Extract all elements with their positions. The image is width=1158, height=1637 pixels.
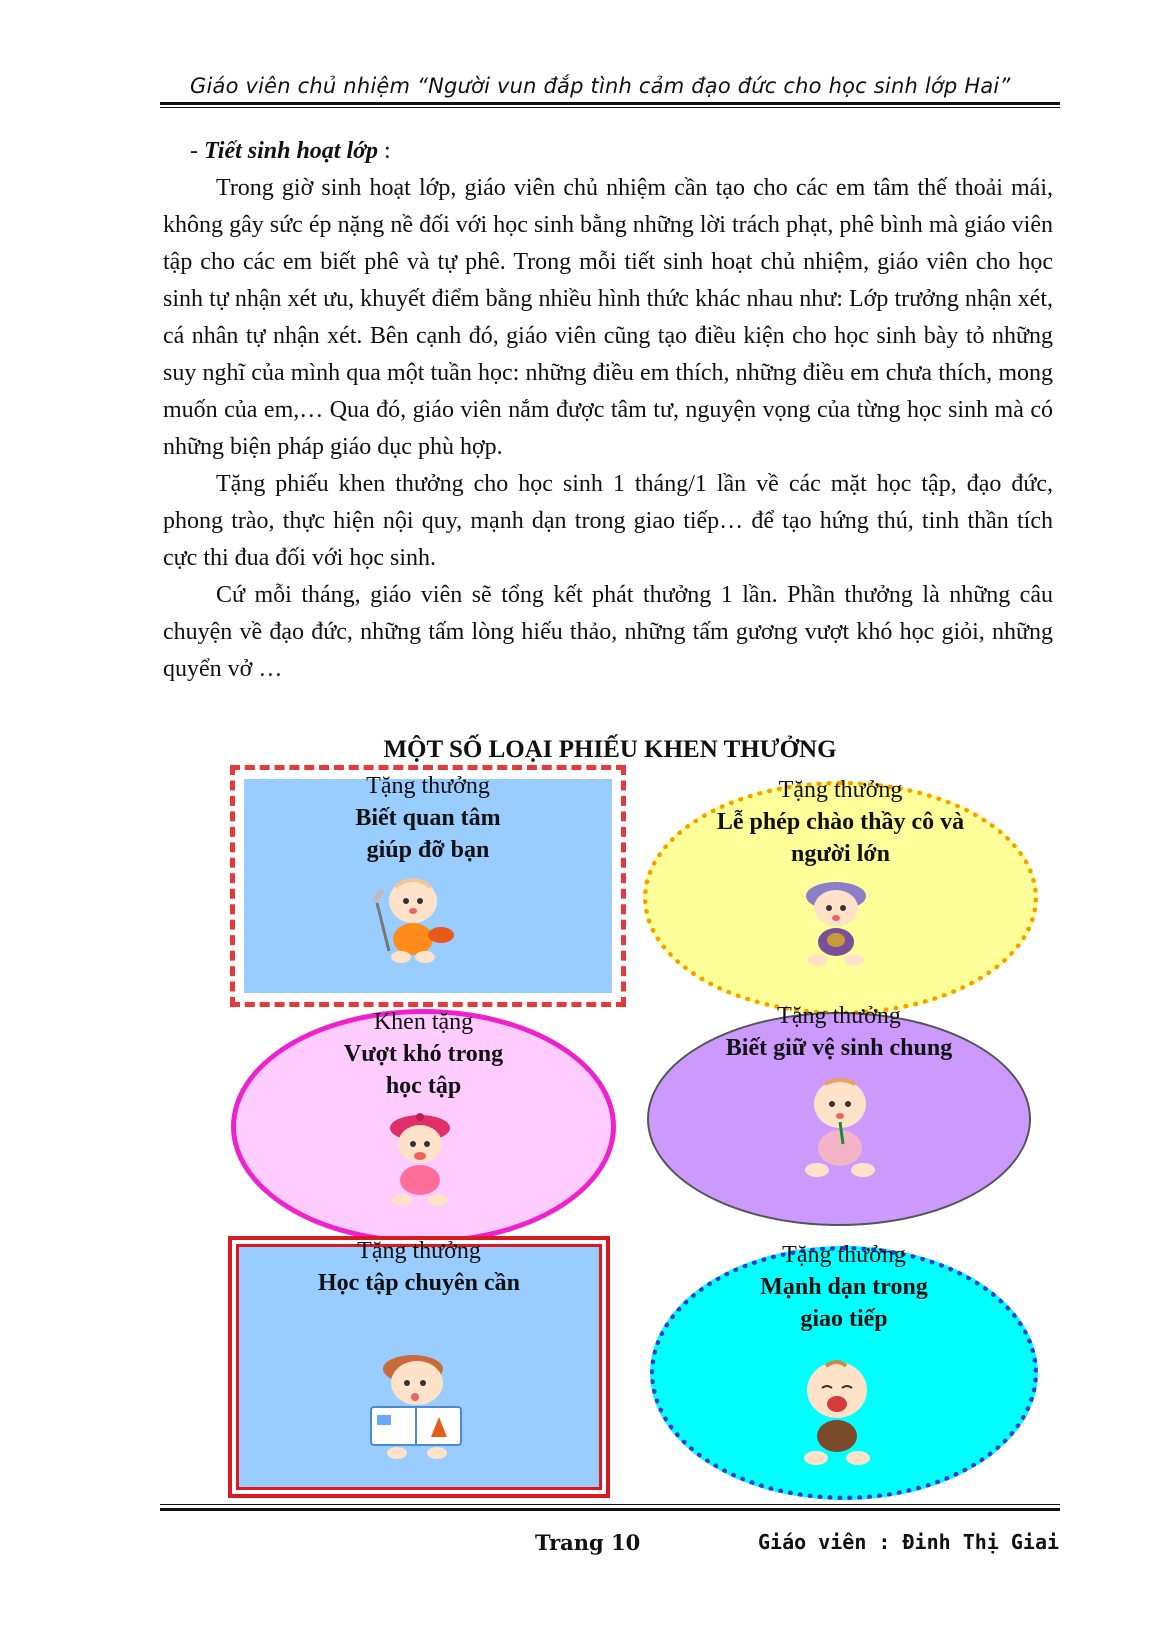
card-line1: Tặng thưởng (357, 1238, 481, 1264)
figure-title: MỘT SỐ LOẠI PHIẾU KHEN THƯỞNG (383, 736, 837, 763)
award-card-politeness (643, 777, 1038, 1015)
award-card-overcoming (231, 1009, 616, 1244)
paragraph: Tặng phiếu khen thưởng cho học sinh 1 tháng/1 lần về các mặt học tập, đạo đức, phong trào, thực hiện nội quy, mạnh dạn trong giao tiếp… để tạo hứng thú, tinh thần tích cực thi đua đối với học sinh. (163, 471, 1053, 571)
page-number: Trang 10 (535, 1530, 641, 1555)
baby-illustration (370, 1112, 470, 1210)
section-prefix: - (190, 138, 204, 164)
award-card-hygiene (647, 1003, 1031, 1226)
card-line2a: Lễ phép chào thầy cô và (716, 809, 965, 835)
card-line1: Khen tặng (373, 1009, 474, 1035)
card-line2a: Biết giữ vệ sinh chung (725, 1035, 953, 1061)
card-line2b: người lớn (790, 841, 890, 867)
card-line2b: học tập (385, 1073, 462, 1099)
award-card-diligence (236, 1238, 602, 1490)
card-line2b: giúp đỡ bạn (366, 837, 490, 863)
baby-illustration (786, 878, 886, 970)
award-card-caring (241, 773, 615, 996)
footer-rule-thick (160, 1508, 1060, 1511)
card-line1: Tặng thưởng (366, 773, 490, 799)
section-suffix: : (378, 138, 391, 164)
paragraph: Trong giờ sinh hoạt lớp, giáo viên chủ nhiệm cần tạo cho các em tâm thế thoải mái, không gây sức ép nặng nề đối với học sinh bằng những lời trách phạt, phê bình mà giáo viên tập cho các em biết phê và tự phê. Trong mỗi tiết sinh hoạt chủ nhiệm, giáo viên cho học sinh tự nhận xét ưu, khuyết điểm bằng nhiều hình thức khác nhau như: Lớp trưởng nhận xét, cá nhân tự nhận xét. Bên cạnh đó, giáo viên cũng tạo điều kiện cho học sinh bày tỏ những suy nghĩ của mình qua một tuần học: những điều em thích, những điều em chưa thích, mong muốn của em,… Qua đó, giáo viên nắm được tâm tư, nguyện vọng của từng học sinh mà có những biện pháp giáo dục phù hợp. (163, 175, 1053, 460)
header-title: Giáo viên chủ nhiệm “Người vun đắp tình cảm đạo đức cho học sinh lớp Hai” (190, 74, 1011, 98)
baby-illustration (361, 873, 471, 973)
paragraph: Cứ mỗi tháng, giáo viên sẽ tổng kết phát thưởng 1 lần. Phần thưởng là những câu chuyện về đạo đức, những tấm lòng hiếu thảo, những tấm gương vượt khó học giỏi, những quyển vở … (163, 582, 1053, 682)
section-heading-text: Tiết sinh hoạt lớp (204, 138, 379, 164)
section-heading (190, 138, 391, 165)
baby-illustration (782, 1356, 892, 1471)
teacher-name: Giáo viên : Đinh Thị Giai (758, 1530, 1060, 1554)
baby-illustration (785, 1074, 895, 1184)
card-line1: Tặng thưởng (777, 1003, 901, 1029)
card-line2b: giao tiếp (800, 1306, 888, 1332)
award-card-confidence (650, 1242, 1038, 1500)
card-line1: Tặng thưởng (778, 777, 903, 803)
card-line1: Tặng thưởng (782, 1242, 906, 1268)
header-rule-thin (160, 107, 1060, 108)
card-line2a: Mạnh dạn trong (760, 1274, 928, 1300)
card-line2a: Vượt khó trong (343, 1041, 504, 1067)
baby-illustration (357, 1345, 477, 1465)
card-line2a: Biết quan tâm (355, 805, 501, 831)
footer-rule-thin (160, 1504, 1060, 1505)
header-rule-thick (160, 102, 1060, 105)
body-text (163, 170, 1053, 688)
card-line2a: Học tập chuyên cần (317, 1270, 520, 1296)
